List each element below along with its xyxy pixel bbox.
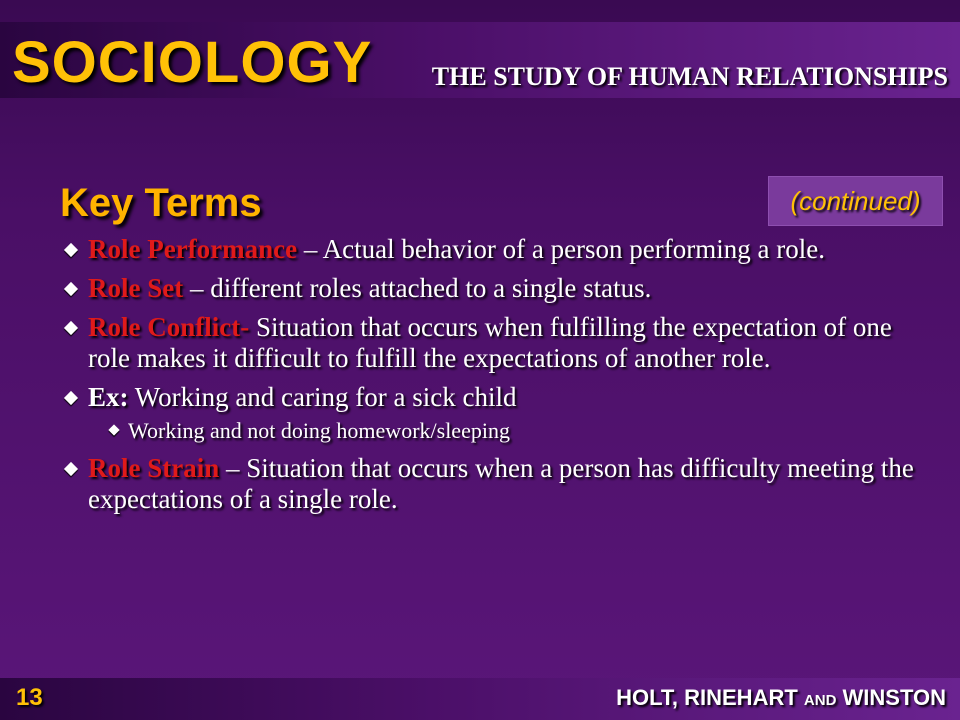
term-label: Role Performance — [88, 234, 298, 264]
key-terms-list — [60, 234, 940, 523]
diamond-bullet-icon — [64, 462, 78, 476]
list-item-role-conflict — [60, 312, 940, 374]
term-label: Role Set — [88, 273, 184, 303]
publisher-and: AND — [803, 692, 837, 709]
continued-label: (continued) — [790, 186, 921, 216]
list-item-example — [60, 382, 940, 413]
brand-title: SOCIOLOGY — [12, 30, 373, 95]
term-label: Role Strain — [88, 453, 220, 483]
publisher-part1: HOLT, RINEHART — [616, 685, 804, 710]
term-definition: – Actual behavior of a person performing a role. — [297, 234, 825, 264]
term-definition: – different roles attached to a single status. — [183, 273, 652, 303]
sub-item-text: Working and not doing homework/sleeping — [128, 418, 510, 443]
sub-list-item-example — [60, 417, 940, 445]
example-text: Working and caring for a sick child — [128, 382, 517, 412]
term-definition: – Situation that occurs when a person has difficulty meeting the expectations of a single role. — [88, 453, 914, 514]
slide-title: Key Terms — [60, 181, 262, 225]
diamond-bullet-icon — [64, 282, 78, 296]
example-label: Ex: — [88, 382, 129, 412]
publisher-name — [616, 684, 946, 715]
diamond-bullet-icon — [64, 243, 78, 257]
list-item-role-set — [60, 273, 940, 304]
term-definition: Situation that occurs when fulfilling the expectation of one role makes it difficult to fulfill the expectations of another role. — [88, 312, 892, 373]
continued-badge — [768, 176, 943, 226]
list-item-role-performance — [60, 234, 940, 265]
brand-tagline: THE STUDY OF HUMAN RELATIONSHIPS — [431, 62, 948, 91]
diamond-bullet-icon — [64, 391, 78, 405]
page-number: 13 — [16, 684, 43, 711]
diamond-bullet-icon — [64, 321, 78, 335]
publisher-part2: WINSTON — [836, 685, 946, 710]
diamond-bullet-icon — [108, 424, 119, 435]
list-item-role-strain — [60, 453, 940, 515]
term-label: Role Conflict- — [88, 312, 250, 342]
